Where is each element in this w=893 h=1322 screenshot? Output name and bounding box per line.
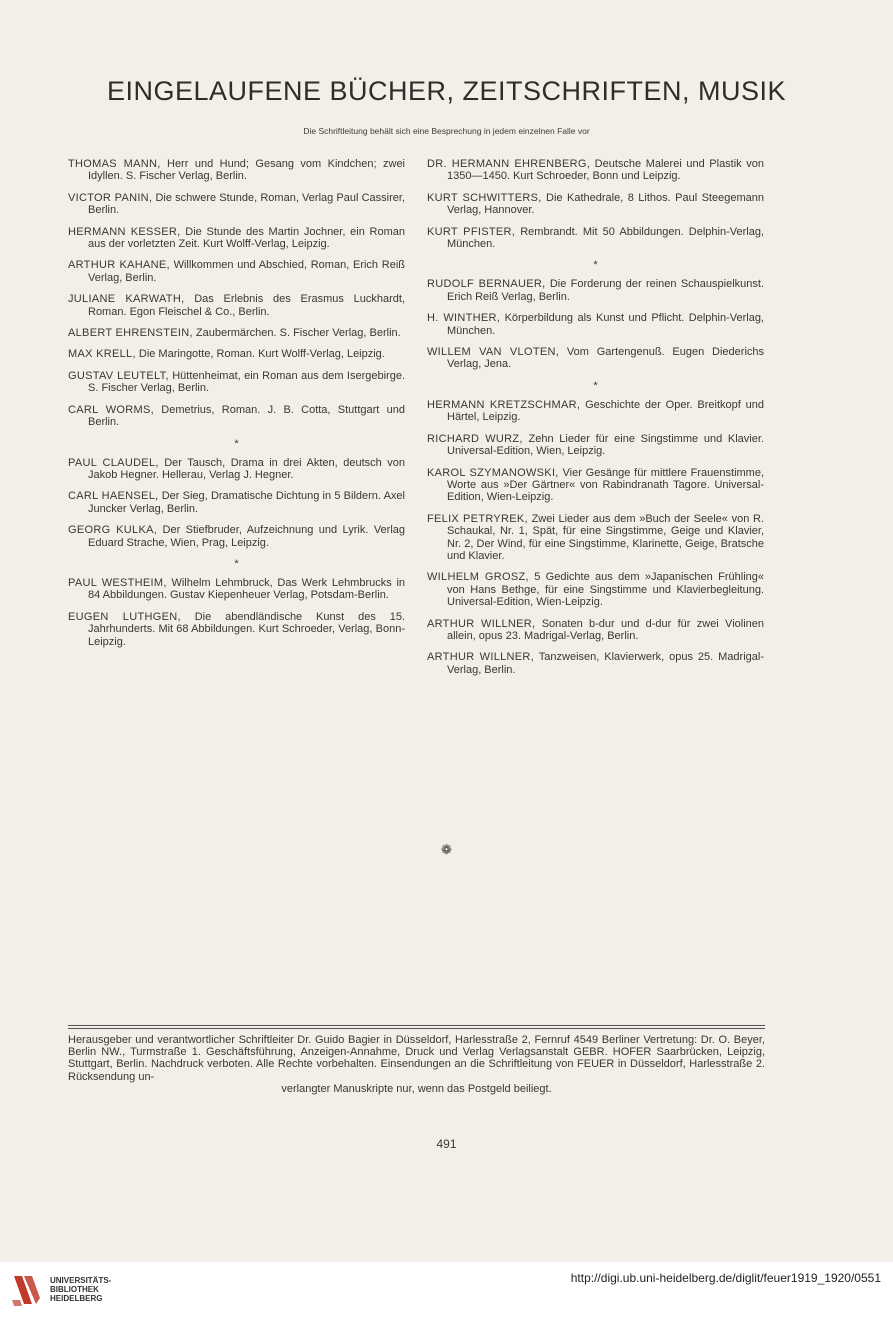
entry-author: WILHELM GROSZ,	[427, 571, 529, 584]
footer-rule-bottom	[68, 1028, 765, 1029]
entry-author: ARTHUR WILLNER,	[427, 617, 536, 630]
page-title: EINGELAUFENE BÜCHER, ZEITSCHRIFTEN, MUSIK	[106, 76, 787, 106]
entry-details: Die schwere Stunde, Roman, Verlag Paul Cassirer, Berlin.	[88, 191, 406, 217]
library-name-line: BIBLIOTHEK	[50, 1285, 99, 1294]
entry-author: MAX KRELL,	[68, 348, 136, 361]
entry-details: Tanzweisen, Klavierwerk, opus 25. Madrigal-Verlag, Berlin.	[447, 651, 765, 676]
entry-author: H. WINTHER,	[427, 312, 501, 325]
entry-details: Der Stiefbruder, Aufzeichnung und Lyrik. Verlag Eduard Strache, Wien, Prag, Leipzig.	[88, 524, 406, 549]
book-entry	[427, 192, 764, 217]
entry-details: Sonaten b-dur und d-dur für zwei Violinen allein, opus 23. Madrigal-Verlag, Berlin.	[447, 617, 764, 642]
library-name-line: HEIDELBERG	[50, 1294, 103, 1303]
entry-author: CARL HAENSEL,	[68, 490, 159, 503]
entry-author: HERMANN KESSER,	[68, 225, 181, 238]
page-number: 491	[436, 1137, 457, 1151]
entry-author: GUSTAV LEUTELT,	[68, 369, 169, 382]
page-subtitle: Die Schriftleitung behält sich eine Besprechung in jedem einzelnen Falle vor	[303, 126, 590, 136]
entry-details: Der Tausch, Drama in drei Akten, deutsch von Jakob Hegner. Hellerau, Verlag J. Hegner.	[88, 456, 405, 481]
entry-details: Zaubermärchen. S. Fischer Verlag, Berlin.	[195, 327, 401, 340]
book-entry	[68, 327, 405, 339]
entry-author: DR. HERMANN EHRENBERG,	[427, 158, 591, 170]
entry-author: KAROL SZYMANOWSKI,	[427, 466, 559, 479]
book-entry	[68, 490, 405, 515]
entry-author: JULIANE KARWATH,	[68, 293, 185, 306]
entry-details: Die Stunde des Martin Jochner, ein Roman aus der vorletzten Zeit. Kurt Wolff-Verlag, Leipzig.	[88, 225, 405, 251]
book-entry	[68, 524, 405, 549]
book-entry	[427, 278, 764, 303]
entry-details: Geschichte der Oper. Breitkopf und Härtel, Leipzig.	[447, 398, 764, 424]
book-entry	[427, 158, 764, 183]
section-separator: *	[234, 557, 239, 570]
entry-details: Hüttenheimat, ein Roman aus dem Isergebirge. S. Fischer Verlag, Berlin.	[88, 369, 406, 395]
entry-details: Willkommen und Abschied, Roman, Erich Reiß Verlag, Berlin.	[88, 259, 405, 284]
entry-details: Die abendländische Kunst des 15. Jahrhunderts. Mit 68 Abbildungen. Kurt Schroeder, Verlag, Bonn-Leipzig.	[88, 610, 405, 648]
entry-details: Das Erlebnis des Erasmus Luckhardt, Roman. Egon Fleischel & Co., Berlin.	[88, 293, 405, 318]
entry-author: CARL WORMS,	[68, 403, 154, 416]
permalink-url[interactable]: http://digi.ub.uni-heidelberg.de/diglit/feuer1919_1920/0551	[570, 1271, 881, 1285]
book-entry	[68, 348, 405, 360]
entry-author: EUGEN LUTHGEN,	[68, 610, 181, 623]
entry-author: PAUL WESTHEIM,	[68, 576, 167, 589]
book-entry	[427, 618, 764, 643]
book-entry	[427, 312, 764, 337]
book-entry	[427, 571, 764, 608]
book-entry	[427, 226, 764, 251]
entry-details: Der Sieg, Dramatische Dichtung in 5 Bildern. Axel Juncker Verlag, Berlin.	[88, 490, 405, 515]
book-entry	[427, 467, 764, 504]
book-entry	[68, 293, 405, 318]
entry-author: GEORG KULKA,	[68, 524, 158, 537]
book-entry	[427, 433, 764, 458]
entry-details: Demetrius, Roman. J. B. Cotta, Stuttgart und Berlin.	[88, 403, 406, 429]
imprint-footer	[68, 1034, 765, 1095]
entry-author: VICTOR PANIN,	[68, 191, 153, 204]
section-separator: *	[593, 259, 598, 272]
library-name-line: UNIVERSITÄTS-	[50, 1276, 112, 1285]
entry-author: ALBERT EHRENSTEIN,	[68, 327, 193, 340]
entry-author: RUDOLF BERNAUER,	[427, 278, 546, 291]
book-entry	[427, 651, 764, 676]
book-entry	[68, 192, 405, 217]
book-entry	[68, 457, 405, 482]
book-entry	[68, 226, 405, 251]
entry-details: Die Maringotte, Roman. Kurt Wolff-Verlag, Leipzig.	[138, 348, 385, 361]
entry-details: Zwei Lieder aus dem »Buch der Seele« von R. Schaukal, Nr. 1, Spät, für eine Singstimme, Geige und Klavier, Nr. 2, Der Wind, für eine Singstimme, Klarinette, Geige, Bratsche und Klavier.	[447, 512, 764, 562]
entry-details: Zehn Lieder für eine Singstimme und Klavier. Universal-Edition, Wien, Leipzig.	[447, 432, 764, 458]
entry-author: RICHARD WURZ,	[427, 432, 523, 445]
book-entry	[68, 577, 405, 602]
entry-author: KURT PFISTER,	[427, 225, 516, 238]
book-entry	[68, 404, 405, 429]
imprint-last-line: verlangter Manuskripte nur, wenn das Postgeld beiliegt.	[281, 1082, 552, 1095]
book-entry	[427, 513, 764, 563]
book-entry	[68, 370, 405, 395]
footer-rule-top	[68, 1025, 765, 1026]
entry-details: Körperbildung als Kunst und Pflicht. Delphin-Verlag, München.	[447, 312, 764, 337]
right-column	[427, 158, 764, 685]
section-separator: *	[593, 379, 598, 392]
entry-details: Vier Gesänge für mittlere Frauenstimme, Worte aus »Der Gärtner« von Rabindranath Tagore. Universal-Edition, Wien-Leipzig.	[447, 466, 765, 504]
imprint-text: Herausgeber und verantwortlicher Schriftleiter Dr. Guido Bagier in Düsseldorf, Harlesstraße 2, Fernruf 4549 Berliner Vertretung: Dr. O. Beyer, Berlin NW., Turmstraße 1. Geschäftsführung, Anzeigen-Annahme, Druck und Verlag Verlagsanstalt GEBR. HOFER Saarbrücken, Leipzig, Stuttgart, Berlin. Nachdruck verboten. Alle Rechte vorbehalten. Einsendungen an die Schriftleitung von FEUER in Düsseldorf, Harlesstraße 2. Rücksendung un-	[68, 1034, 765, 1083]
entry-author: FELIX PETRYREK,	[427, 512, 528, 525]
entry-details: Herr und Hund; Gesang vom Kindchen; zwei Idyllen. S. Fischer Verlag, Berlin.	[88, 158, 406, 183]
book-entry	[68, 259, 405, 284]
entry-details: Die Kathedrale, 8 Lithos. Paul Steegemann Verlag, Hannover.	[447, 191, 764, 217]
entry-details: Vom Gartengenuß. Eugen Diederichs Verlag, Jena.	[447, 346, 765, 371]
entry-details: Wilhelm Lehmbruck, Das Werk Lehmbrucks in 84 Abbildungen. Gustav Kiepenheuer Verlag, Potsdam-Berlin.	[88, 576, 405, 602]
entry-author: HERMANN KRETZSCHMAR,	[427, 398, 581, 411]
section-separator: *	[234, 437, 239, 450]
entry-author: THOMAS MANN,	[68, 158, 161, 170]
entry-details: 5 Gedichte aus dem »Japanischen Frühling« von Hans Bethge, für eine Singstimme und Klavierbegleitung. Universal-Edition, Wien-Leipzig.	[447, 571, 764, 609]
entry-author: KURT SCHWITTERS,	[427, 191, 542, 204]
entry-author: WILLEM VAN VLOTEN,	[427, 346, 560, 359]
entry-author: ARTHUR WILLNER,	[427, 651, 535, 664]
library-bar	[0, 1262, 893, 1322]
entry-details: Deutsche Malerei und Plastik von 1350—1450. Kurt Schroeder, Bonn und Leipzig.	[447, 158, 765, 183]
entry-details: Rembrandt. Mit 50 Abbildungen. Delphin-Verlag, München.	[447, 225, 764, 251]
book-entry	[427, 346, 764, 371]
entry-details: Die Forderung der reinen Schauspielkunst. Erich Reiß Verlag, Berlin.	[447, 278, 765, 303]
book-entry	[427, 399, 764, 424]
ornament-icon: ❁	[441, 842, 452, 857]
book-entry	[68, 611, 405, 648]
left-column	[68, 158, 405, 657]
library-logo-icon[interactable]	[10, 1270, 44, 1315]
library-name	[50, 1276, 111, 1303]
entry-author: PAUL CLAUDEL,	[68, 456, 159, 469]
entry-author: ARTHUR KAHANE,	[68, 259, 170, 272]
book-entry	[68, 158, 405, 183]
